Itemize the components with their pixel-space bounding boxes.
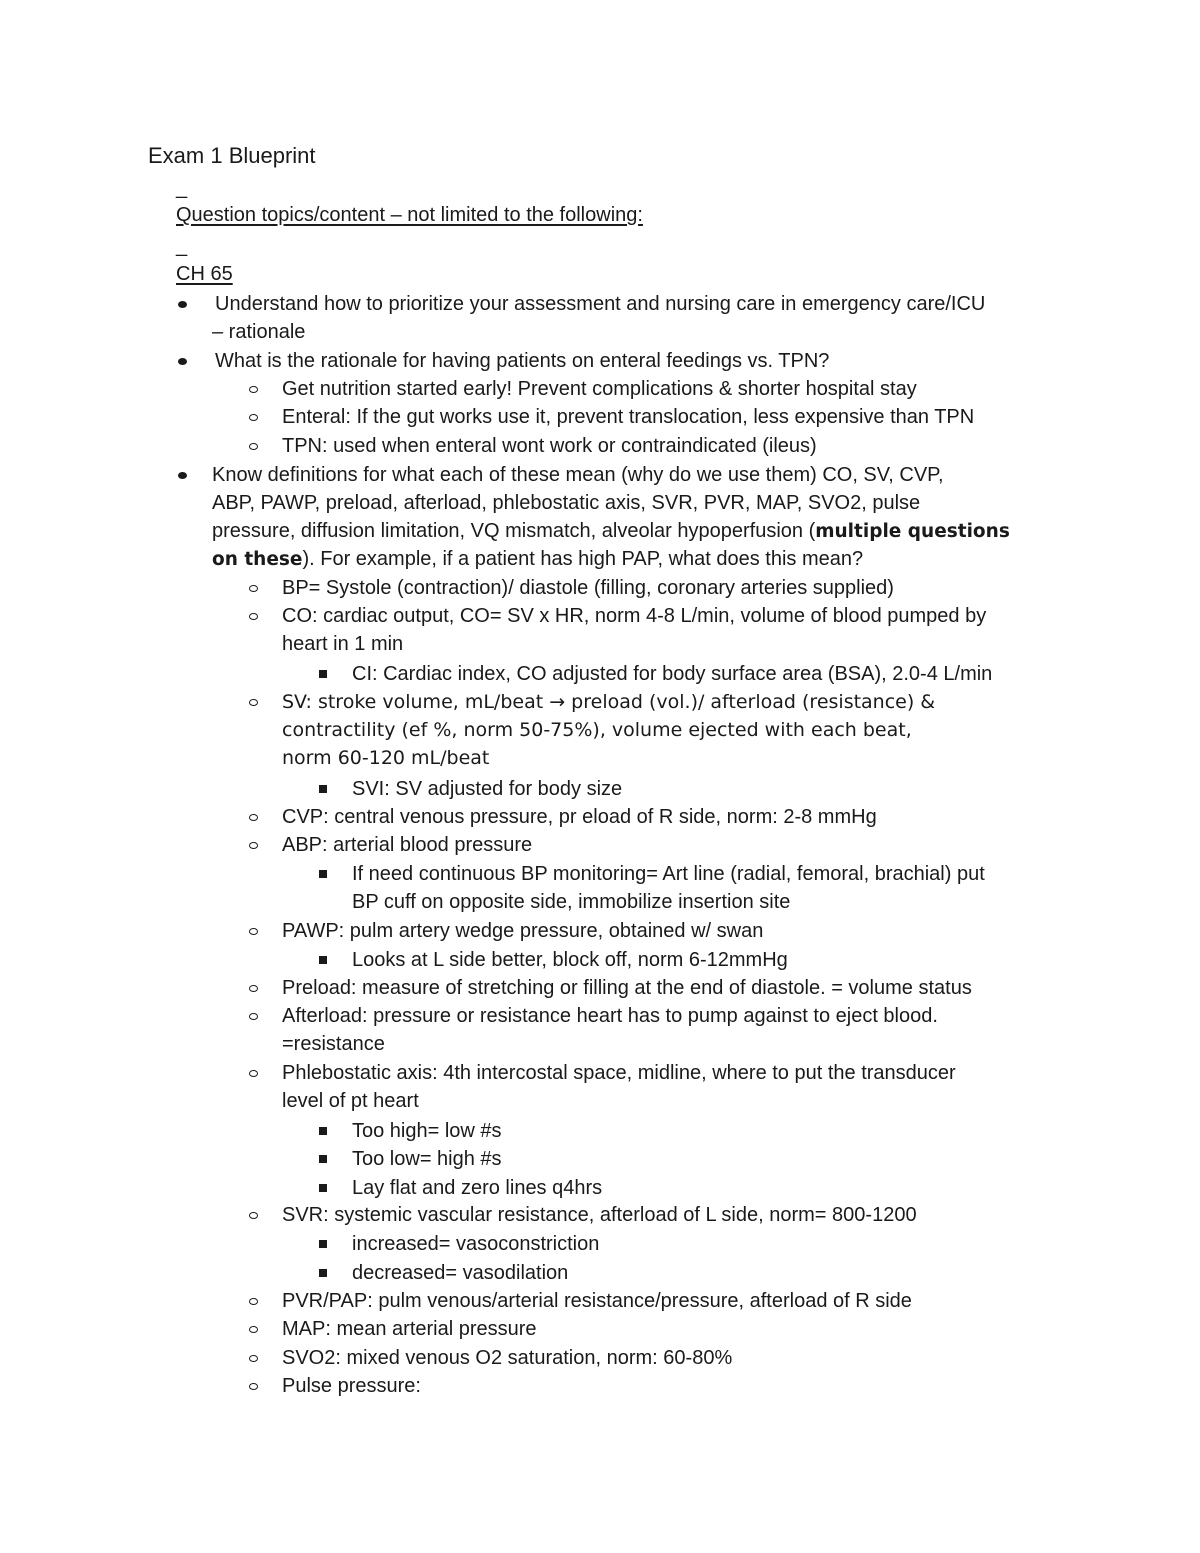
hollow-circle-bullet-icon: [249, 1298, 258, 1305]
emphasis-text: multiple questions: [815, 521, 1010, 542]
filled-circle-bullet-icon: [178, 472, 187, 479]
hollow-circle-bullet-icon: [249, 1355, 258, 1362]
list-item: Enteral: If the gut works use it, prevent translocation, less expensive than TPN: [282, 406, 975, 428]
chapter-heading: CH 65: [176, 263, 233, 285]
filled-square-bullet-icon: [319, 1155, 327, 1163]
filled-circle-bullet-icon: [178, 301, 187, 308]
list-item: TPN: used when enteral wont work or contraindicated (ileus): [282, 435, 817, 457]
hollow-circle-bullet-icon: [249, 928, 258, 935]
filled-square-bullet-icon: [319, 870, 327, 878]
filled-square-bullet-icon: [319, 1184, 327, 1192]
topics-heading: Question topics/content – not limited to the following:: [176, 204, 643, 226]
filled-square-bullet-icon: [319, 956, 327, 964]
list-item: Afterload: pressure or resistance heart has to pump against to eject blood.: [282, 1005, 938, 1027]
filled-square-bullet-icon: [319, 670, 327, 678]
list-item: Lay flat and zero lines q4hrs: [352, 1177, 603, 1199]
hollow-circle-bullet-icon: [249, 1212, 258, 1219]
list-item-continuation: – rationale: [212, 321, 306, 343]
list-item: CI: Cardiac index, CO adjusted for body surface area (BSA), 2.0-4 L/min: [352, 663, 993, 685]
list-item: SVR: systemic vascular resistance, afterload of L side, norm= 800-1200: [282, 1204, 917, 1226]
list-item: decreased= vasodilation: [352, 1262, 569, 1284]
list-item-continuation: [212, 545, 863, 574]
list-item-continuation: =resistance: [282, 1033, 385, 1055]
hollow-circle-bullet-icon: [249, 386, 258, 393]
hollow-circle-bullet-icon: [249, 985, 258, 992]
filled-square-bullet-icon: [319, 1127, 327, 1135]
list-item: BP= Systole (contraction)/ diastole (filling, coronary arteries supplied): [282, 577, 894, 599]
list-item: Pulse pressure:: [282, 1375, 421, 1397]
list-item: increased= vasoconstriction: [352, 1233, 600, 1255]
list-item: SVO2: mixed venous O2 saturation, norm: 60-80%: [282, 1347, 733, 1369]
list-item: Understand how to prioritize your assessment and nursing care in emergency care/ICU: [215, 293, 986, 315]
list-item: If need continuous BP monitoring= Art line (radial, femoral, brachial) put: [352, 863, 985, 885]
hollow-circle-bullet-icon: [249, 1013, 258, 1020]
filled-square-bullet-icon: [319, 785, 327, 793]
list-item: Preload: measure of stretching or filling at the end of diastole. = volume status: [282, 977, 972, 999]
document-title: Exam 1 Blueprint: [148, 143, 316, 168]
hollow-circle-bullet-icon: [249, 613, 258, 620]
list-item: MAP: mean arterial pressure: [282, 1318, 537, 1340]
list-item-continuation: [212, 517, 1010, 546]
list-item: What is the rationale for having patients on enteral feedings vs. TPN?: [215, 350, 830, 372]
list-item: Too high= low #s: [352, 1120, 502, 1142]
list-item: Looks at L side better, block off, norm 6-12mmHg: [352, 949, 788, 971]
hollow-circle-bullet-icon: [249, 814, 258, 821]
list-item: SV: stroke volume, mL/beat → preload (vol.)/ afterload (resistance) &: [282, 691, 936, 713]
hollow-circle-bullet-icon: [249, 585, 258, 592]
list-item-continuation: norm 60-120 mL/beat: [282, 747, 490, 769]
text-run: ). For example, if a patient has high PAP, what does this mean?: [302, 548, 864, 570]
list-item: Too low= high #s: [352, 1148, 502, 1170]
spacer-mark: _: [176, 235, 188, 257]
filled-square-bullet-icon: [319, 1240, 327, 1248]
hollow-circle-bullet-icon: [249, 443, 258, 450]
hollow-circle-bullet-icon: [249, 1070, 258, 1077]
list-item-continuation: contractility (ef %, norm 50-75%), volume ejected with each beat,: [282, 719, 912, 741]
list-item: CO: cardiac output, CO= SV x HR, norm 4-8 L/min, volume of blood pumped by: [282, 605, 987, 627]
list-item: SVI: SV adjusted for body size: [352, 778, 623, 800]
list-item: PAWP: pulm artery wedge pressure, obtained w/ swan: [282, 920, 764, 942]
list-item-continuation: heart in 1 min: [282, 633, 404, 655]
list-item: CVP: central venous pressure, pr eload of R side, norm: 2-8 mmHg: [282, 806, 877, 828]
list-item: ABP: arterial blood pressure: [282, 834, 533, 856]
list-item: PVR/PAP: pulm venous/arterial resistance/pressure, afterload of R side: [282, 1290, 912, 1312]
spacer-mark: _: [176, 177, 188, 199]
list-item: Phlebostatic axis: 4th intercostal space, midline, where to put the transducer: [282, 1062, 956, 1084]
hollow-circle-bullet-icon: [249, 414, 258, 421]
hollow-circle-bullet-icon: [249, 1383, 258, 1390]
list-item: Get nutrition started early! Prevent complications & shorter hospital stay: [282, 378, 917, 400]
list-item-continuation: ABP, PAWP, preload, afterload, phlebostatic axis, SVR, PVR, MAP, SVO2, pulse: [212, 492, 921, 514]
list-item-continuation: BP cuff on opposite side, immobilize insertion site: [352, 891, 791, 913]
hollow-circle-bullet-icon: [249, 699, 258, 706]
hollow-circle-bullet-icon: [249, 1326, 258, 1333]
filled-square-bullet-icon: [319, 1269, 327, 1277]
emphasis-text: on these: [212, 549, 303, 570]
filled-circle-bullet-icon: [178, 358, 187, 365]
list-item: Know definitions for what each of these mean (why do we use them) CO, SV, CVP,: [212, 464, 944, 486]
list-item-continuation: level of pt heart: [282, 1090, 419, 1112]
text-run: pressure, diffusion limitation, VQ mismatch, alveolar hypoperfusion (: [212, 520, 816, 542]
hollow-circle-bullet-icon: [249, 842, 258, 849]
